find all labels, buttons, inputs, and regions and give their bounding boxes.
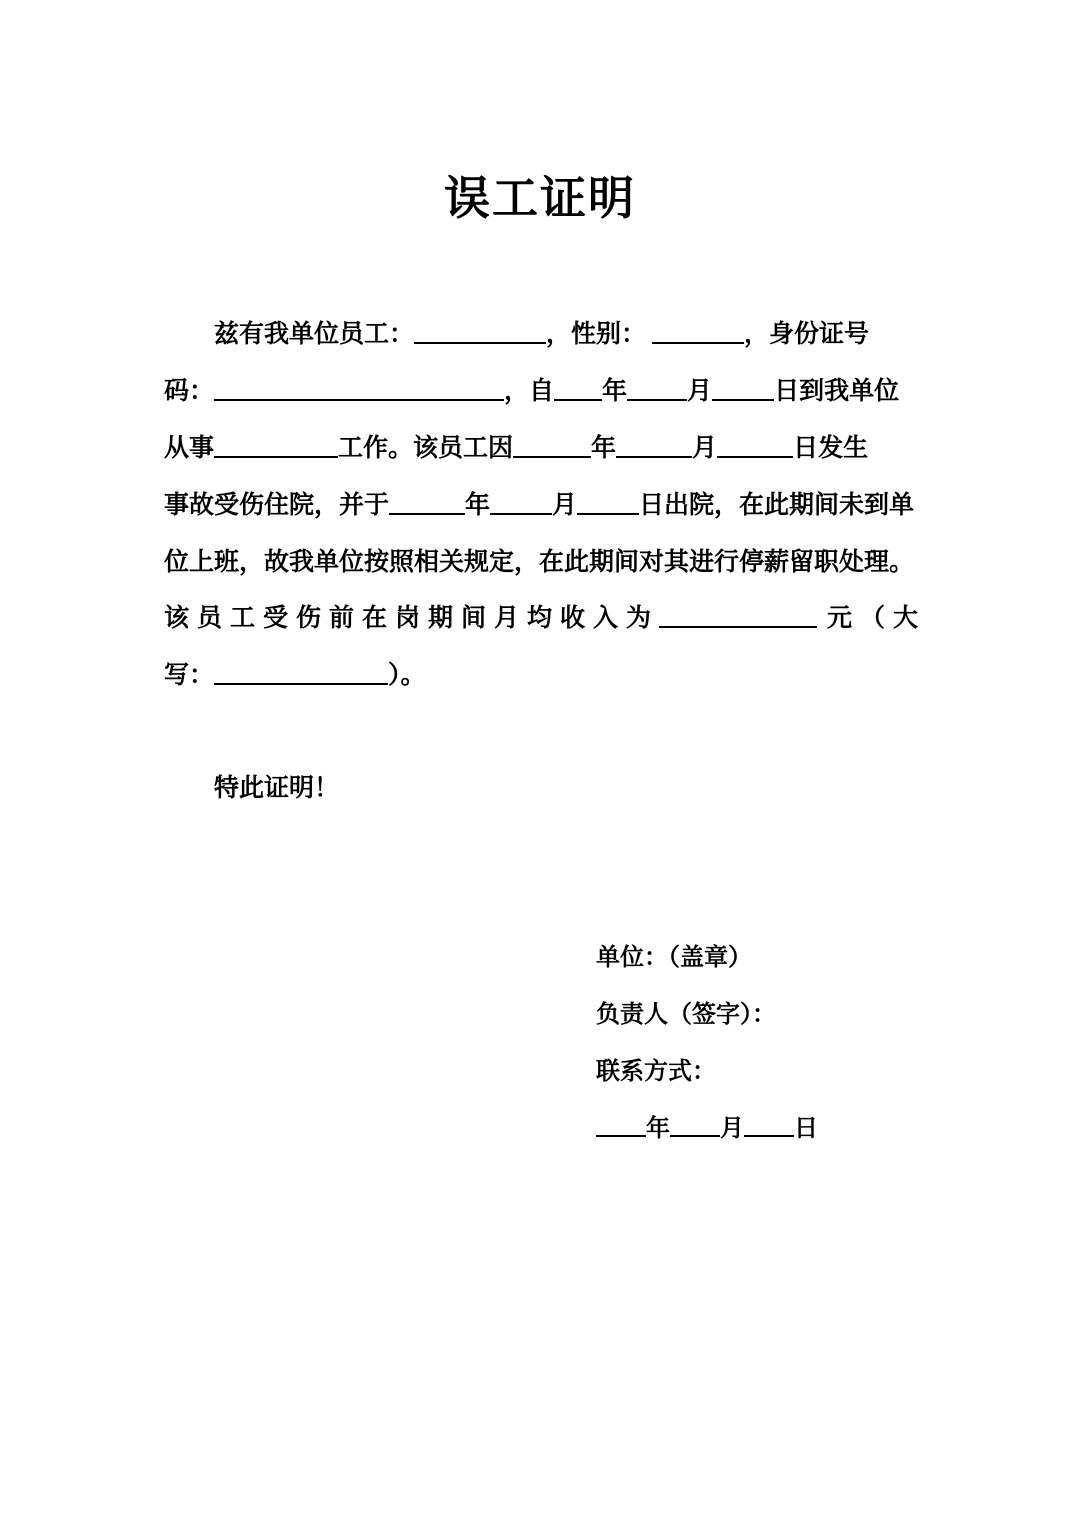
accident-day-label: 日发生: [793, 433, 869, 462]
body-line-4: [164, 481, 914, 521]
accident-day-blank[interactable]: [717, 455, 793, 458]
unit-seal-label: 单位：（盖章）: [596, 943, 752, 971]
accident-year-blank[interactable]: [513, 455, 591, 458]
body-line-2: [164, 367, 899, 407]
signature-date-line: [596, 1103, 818, 1143]
discharge-day-blank[interactable]: [577, 512, 639, 515]
id-number-label: ，身份证号: [744, 319, 870, 348]
sign-day-label: 日: [794, 1114, 818, 1142]
income-label: 该员工受伤前在岗期间月均收入为: [164, 603, 660, 632]
start-year-label: 年: [602, 376, 628, 405]
discharge-day-label: 日出院，在此期间未到单: [639, 490, 915, 519]
employee-label: 兹有我单位员工：: [214, 319, 415, 348]
income-blank[interactable]: [659, 625, 817, 628]
discharge-year-label: 年: [465, 490, 491, 519]
id-number-label-cont: 码：: [164, 376, 215, 405]
uppercase-close: ）。: [388, 660, 426, 689]
hospital-label: 事故受伤住院，并于: [164, 490, 390, 519]
suspension-text: 位上班，故我单位按照相关规定，在此期间对其进行停薪留职处理。: [164, 547, 915, 576]
sign-year-label: 年: [646, 1114, 670, 1142]
work-reason-label: 工作。该员工因: [338, 433, 514, 462]
discharge-year-blank[interactable]: [389, 512, 465, 515]
discharge-month-label: 月: [552, 490, 578, 519]
closing-statement: [214, 764, 339, 804]
sign-year-blank[interactable]: [596, 1134, 646, 1137]
from-label: ，自: [504, 376, 555, 405]
start-month-blank[interactable]: [627, 398, 687, 401]
contact-line: [596, 1046, 716, 1086]
uppercase-label: 写：: [164, 660, 215, 689]
accident-month-blank[interactable]: [616, 455, 692, 458]
discharge-month-blank[interactable]: [490, 512, 552, 515]
start-month-label: 月: [687, 376, 713, 405]
job-blank[interactable]: [214, 455, 338, 458]
body-line-1: [214, 310, 869, 350]
sign-month-blank[interactable]: [670, 1134, 720, 1137]
body-line-6: [164, 594, 926, 634]
unit-seal-line: [596, 932, 752, 972]
gender-label: ，性别：: [546, 319, 647, 348]
job-label: 从事: [164, 433, 215, 462]
closing-text: 特此证明！: [214, 773, 340, 802]
body-line-5: [164, 538, 914, 578]
responsible-person-label: 负责人（签字）：: [596, 1000, 776, 1028]
sign-day-blank[interactable]: [744, 1134, 794, 1137]
body-line-3: [164, 424, 868, 464]
employee-name-blank[interactable]: [414, 341, 546, 344]
start-year-blank[interactable]: [554, 398, 602, 401]
body-line-7: [164, 651, 426, 691]
gender-blank[interactable]: [652, 341, 744, 344]
document-title: 误工证明: [444, 171, 636, 225]
sign-month-label: 月: [720, 1114, 744, 1142]
accident-year-label: 年: [591, 433, 617, 462]
contact-label: 联系方式：: [596, 1057, 716, 1085]
income-unit-label: 元（大: [827, 603, 927, 632]
accident-month-label: 月: [692, 433, 718, 462]
start-day-blank[interactable]: [712, 398, 774, 401]
start-day-label: 日到我单位: [774, 376, 900, 405]
uppercase-amount-blank[interactable]: [214, 682, 388, 685]
id-number-blank[interactable]: [214, 398, 504, 401]
signature-line: [596, 989, 776, 1029]
